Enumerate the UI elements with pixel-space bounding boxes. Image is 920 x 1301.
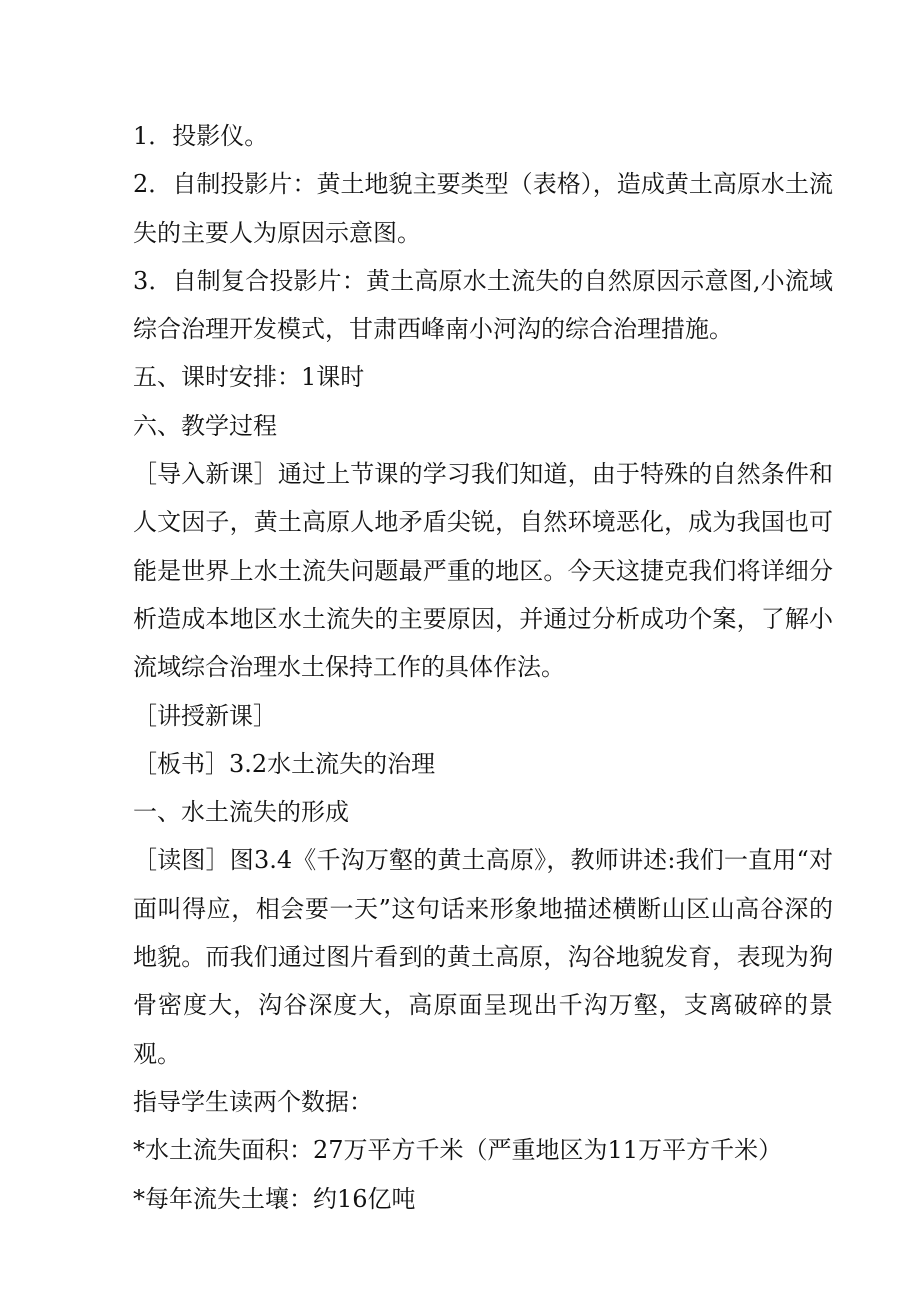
paragraph-item-3: 3．自制复合投影片：黄土高原水土流失的自然原因示意图,小流域综合治理开发模式，甘肃西峰南小河沟的综合治理措施。 [133,266,833,344]
data-guidance-line: 指导学生读两个数据： [133,1087,373,1116]
paragraph-item-1: 1．投影仪。 [133,122,269,150]
data-item-area: *水土流失面积：27万平方千米（严重地区为11万平方千米） [133,1136,783,1165]
lecture-label: ［讲授新课］ [133,701,277,730]
intro-paragraph: ［导入新课］通过上节课的学习我们知道，由于特殊的自然条件和人文因子，黄土高原人地矛盾尖锐，自然环境恶化，成为我国也可能是世界上水土流失问题最严重的地区。今天这捷克我们将详细分析造成本地区水土流失的主要原因，并通过分析成功个案，了解小流域综合治理水土保持工作的具体作法。 [133,460,833,682]
blackboard-title: ［板书］3.2水土流失的治理 [133,749,436,778]
paragraph-item-2: 2．自制投影片：黄土地貌主要类型（表格），造成黄土高原水土流失的主要人为原因示意图。 [133,170,833,247]
subsection-heading-formation: 一、水土流失的形成 [133,798,349,827]
section-heading-class-time: 五、课时安排：1课时 [133,363,365,392]
data-item-soil-loss: *每年流失土壤：约16亿吨 [133,1184,416,1213]
section-heading-teaching-process: 六、教学过程 [133,411,277,440]
reading-figure-paragraph: ［读图］图3.4《千沟万壑的黄土高原》，教师讲述:我们一直用“对面叫得应，相会要一天”这句话来形象地描述横断山区山高谷深的地貌。而我们通过图片看到的黄土高原，沟谷地貌发育，表现为狗骨密度大，沟谷深度大，高原面呈现出千沟万壑，支离破碎的景观。 [133,846,833,1068]
document-body [133,112,833,1223]
